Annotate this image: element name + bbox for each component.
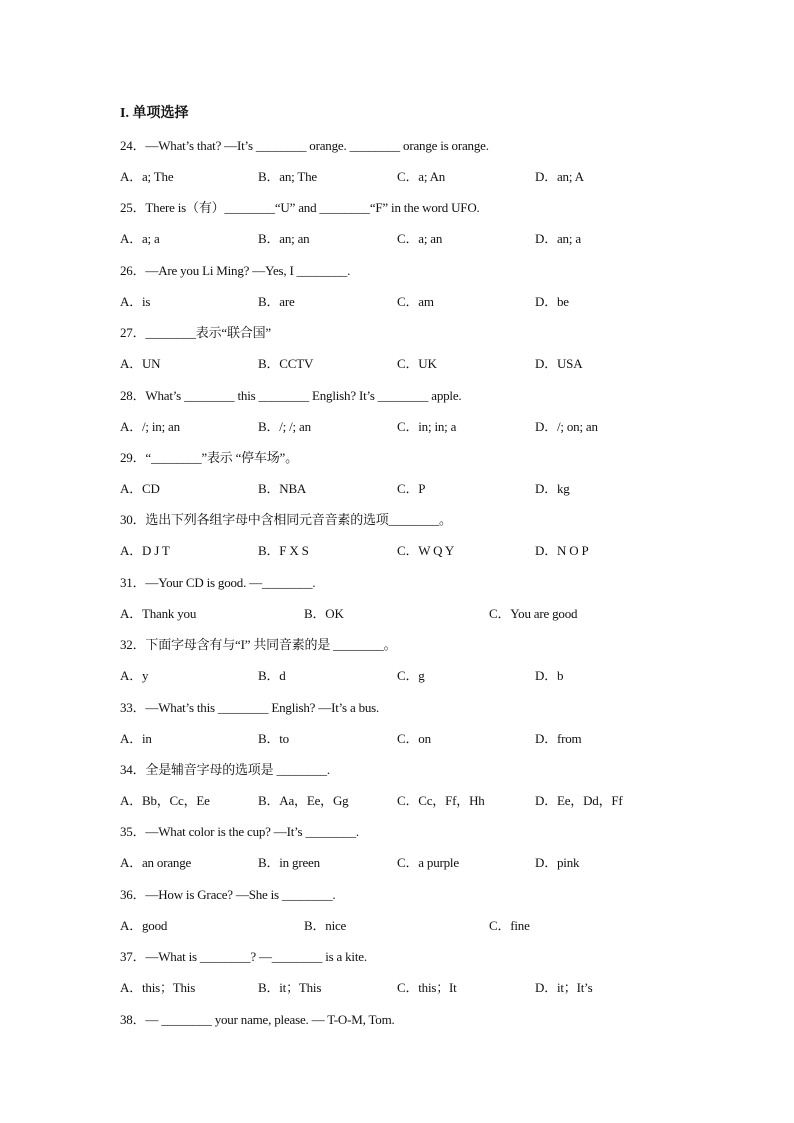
option-c[interactable]: C．a; an [397,231,443,247]
question-stem: 37．—What is ________? —________ is a kite. [120,949,367,965]
option-d[interactable]: D．an; a [535,231,581,247]
options-row [120,790,680,808]
question-stem: 33．—What’s this ________ English? —It’s a bus. [120,699,380,715]
option-d[interactable]: D．Ee，Dd，Ff [535,793,623,808]
option-c[interactable]: C．W Q Y [397,543,455,559]
option-b[interactable]: B．are [258,293,295,309]
option-a[interactable]: A．this；This [120,980,196,996]
option-d[interactable]: D．pink [535,855,580,871]
option-a[interactable]: A．/; in; an [120,418,180,434]
section-title: I. 单项选择 [120,106,189,121]
option-d[interactable]: D．an; A [535,169,584,184]
option-a[interactable]: A．UN [120,356,161,372]
option-c[interactable]: C．Cc，Ff，Hh [397,793,485,808]
option-d[interactable]: D．kg [535,481,570,496]
option-c[interactable]: C．UK [397,356,437,372]
option-a[interactable]: A．CD [120,481,160,496]
option-d[interactable]: D．/; on; an [535,418,598,434]
question-stem: 38．— ________ your name, please. — T-O-M, Tom. [120,1011,395,1027]
question-stem: 36．—How is Grace? —She is ________. [120,886,336,902]
option-d[interactable]: D．be [535,293,569,309]
option-c[interactable]: C．P [397,481,426,496]
option-c[interactable]: C．this；It [397,980,457,996]
option-c[interactable]: C．am [397,293,434,309]
option-b[interactable]: B．in green [258,855,320,871]
options-row [120,728,680,746]
option-c[interactable]: C．fine [489,917,530,933]
option-b[interactable]: B．an; The [258,169,317,184]
options-row [120,353,680,371]
options-row [120,540,680,558]
option-c[interactable]: C．a purple [397,855,459,871]
option-c[interactable]: C．a; An [397,169,446,184]
question-stem: 24．—What’s that? —It’s ________ orange. ________ orange is orange. [120,138,489,153]
option-b[interactable]: B．d [258,668,286,684]
option-b[interactable]: B．OK [304,605,344,621]
options-row [120,228,680,246]
option-c[interactable]: C．g [397,668,425,684]
option-a[interactable]: A．D J T [120,543,170,559]
option-d[interactable]: D．it；It’s [535,980,593,996]
option-c[interactable]: C．on [397,730,431,746]
question-stem: 30．选出下列各组字母中含相同元音音素的选项________。 [120,512,452,528]
option-a[interactable]: A．in [120,730,152,746]
options-row [120,291,680,309]
question-stem: 26．—Are you Li Ming? —Yes, I ________. [120,262,351,278]
option-b[interactable]: B．Aa，Ee，Gg [258,793,349,808]
options-row [120,478,680,496]
option-d[interactable]: D．N O P [535,543,589,559]
options-row [120,915,680,933]
options-row [120,416,680,434]
option-b[interactable]: B．/; /; an [258,418,311,434]
options-row [120,852,680,870]
option-b[interactable]: B．nice [304,917,347,933]
options-row [120,603,680,621]
question-stem: 25．There is（有）________“U” and ________“F” in the word UFO. [120,200,480,216]
question-stem: 29．“________”表示 “停车场”。 [120,450,298,465]
option-b[interactable]: B．F X S [258,543,309,559]
question-stem: 34．全是辅音字母的选项是 ________. [120,762,330,777]
option-b[interactable]: B．NBA [258,481,307,496]
option-a[interactable]: A．a; The [120,169,174,184]
option-b[interactable]: B．it；This [258,980,322,996]
option-a[interactable]: A．y [120,668,149,684]
option-a[interactable]: A．Bb，Cc，Ee [120,793,210,808]
option-a[interactable]: A．an orange [120,855,192,871]
option-b[interactable]: B．CCTV [258,356,314,372]
options-row [120,977,680,995]
option-d[interactable]: D．USA [535,356,583,372]
option-a[interactable]: A．good [120,917,168,933]
question-stem: 28．What’s ________ this ________ English? It’s ________ apple. [120,387,462,403]
option-b[interactable]: B．to [258,730,289,746]
question-stem: 35．—What color is the cup? —It’s ________. [120,824,359,840]
option-c[interactable]: C．in; in; a [397,418,457,434]
question-stem: 31．—Your CD is good. —________. [120,574,316,590]
option-a[interactable]: A．a; a [120,231,160,247]
question-stem: 27．________表示“联合国” [120,325,271,341]
options-row [120,665,680,683]
options-row [120,166,680,184]
question-stem: 32．下面字母含有与“I” 共同音素的是 ________。 [120,637,397,653]
option-a[interactable]: A．is [120,293,151,309]
option-a[interactable]: A．Thank you [120,605,197,621]
option-c[interactable]: C．You are good [489,605,578,621]
option-b[interactable]: B．an; an [258,231,310,247]
option-d[interactable]: D．from [535,730,582,746]
option-d[interactable]: D．b [535,668,564,684]
